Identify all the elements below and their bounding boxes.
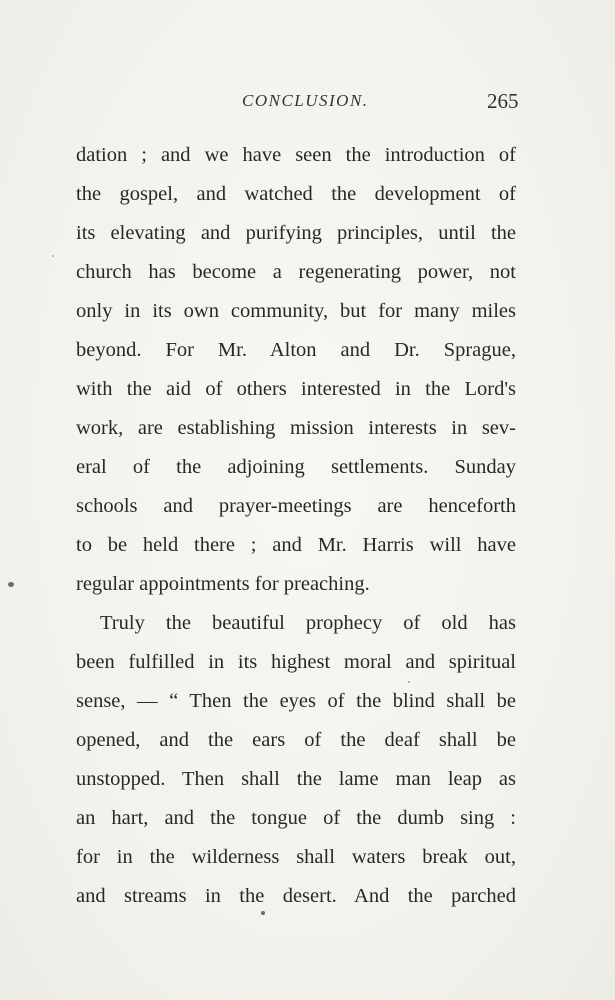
text-line: only in its own community, but for many miles (76, 300, 516, 322)
text-line: been fulfilled in its highest moral and spiritual (76, 651, 516, 673)
text-line: with the aid of others interested in the Lord's (76, 378, 516, 400)
text-line: for in the wilderness shall waters break out, (76, 846, 516, 868)
paper-speck (261, 911, 265, 915)
text-line: unstopped. Then shall the lame man leap as (76, 768, 516, 790)
body-text (76, 136, 516, 916)
text-line: regular appointments for preaching. (76, 573, 370, 595)
text-line: sense, — “ Then the eyes of the blind shall be (76, 690, 516, 712)
running-title: CONCLUSION. (242, 91, 369, 110)
text-line: Truly the beautiful prophecy of old has (100, 612, 516, 634)
text-line: eral of the adjoining settlements. Sunday (76, 456, 516, 478)
text-line: beyond. For Mr. Alton and Dr. Sprague, (76, 339, 516, 361)
text-line: church has become a regenerating power, not (76, 261, 516, 283)
page-number: 265 (487, 89, 519, 113)
text-line: and streams in the desert. And the parched (76, 885, 516, 907)
text-line: the gospel, and watched the development of (76, 183, 516, 205)
paragraph-1 (76, 136, 516, 604)
text-line: its elevating and purifying principles, until the (76, 222, 516, 244)
text-line: schools and prayer-meetings are henceforth (76, 495, 516, 517)
text-line: an hart, and the tongue of the dumb sing : (76, 807, 516, 829)
text-line: opened, and the ears of the deaf shall be (76, 729, 516, 751)
paragraph-2 (76, 604, 516, 916)
running-head (0, 86, 615, 116)
text-line: to be held there ; and Mr. Harris will have (76, 534, 516, 556)
text-line: dation ; and we have seen the introduction of (76, 144, 516, 166)
paper-speck (408, 681, 410, 683)
paper-speck (8, 582, 14, 587)
paper-speck (52, 255, 54, 257)
text-line: work, are establishing mission interests in sev- (76, 417, 516, 439)
